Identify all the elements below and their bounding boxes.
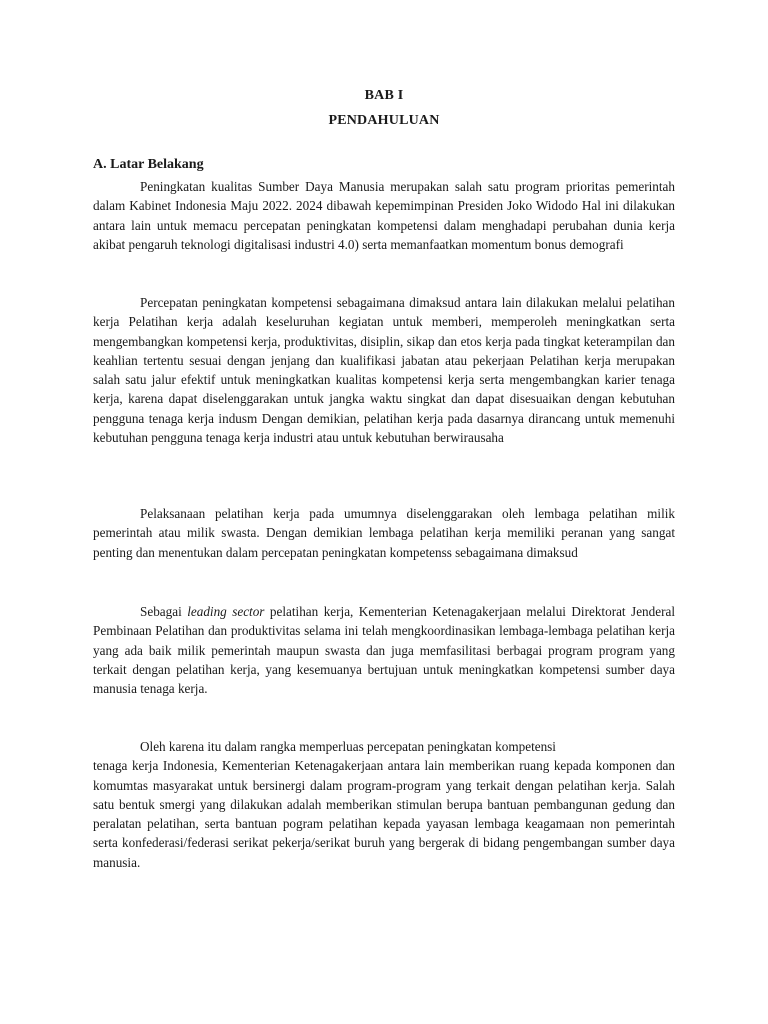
paragraph-1 bbox=[93, 177, 675, 254]
paragraph-4-lead: Sebagai bbox=[140, 604, 188, 619]
chapter-title: PENDAHULUAN bbox=[328, 113, 440, 128]
paragraph-5 bbox=[93, 737, 675, 872]
paragraph-4-text: pelatihan kerja, Kementerian Ketenagakerjaan melalui Direktorat Jenderal Pembinaan Pelatihan dan produktivitas selama ini telah mengkoordinasikan lembaga-lembaga pelatihan kerja yang ada baik milik pemerintah maupun swasta dan juga memfasilitasi berbagai program program yang terkait dengan pelatihan kerja, yang kesemuanya bertujuan untuk meningkatkan kompetensi sumber daya manusia tenaga kerja. bbox=[93, 604, 675, 697]
paragraph-5-first-line bbox=[93, 737, 675, 756]
paragraph-4 bbox=[93, 602, 675, 698]
paragraph-4-italic-term: leading sector bbox=[187, 604, 265, 619]
paragraph-2 bbox=[93, 293, 675, 447]
chapter-number: BAB I bbox=[364, 88, 404, 103]
paragraph-3 bbox=[93, 504, 675, 562]
paragraph-1-text: Peningkatan kualitas Sumber Daya Manusia merupakan salah satu program prioritas pemerintah dalam Kabinet Indonesia Maju 2022. 2024 dibawah kepemimpinan Presiden Joko Widodo Hal ini dilakukan antara lain untuk memacu percepatan peningkatan kompetensi dalam menghadapi perubahan dunia kerja akibat pengaruh teknologi digitalisasi industri 4.0) serta memanfaatkan momentum bonus demografi bbox=[93, 179, 675, 252]
paragraph-2-text: Percepatan peningkatan kompetensi sebagaimana dimaksud antara lain dilakukan melalui pelatihan kerja Pelatihan kerja adalah keseluruhan kegiatan untuk memberi, memperoleh meningkatkan serta mengembangkan kompetensi kerja, produktivitas, disiplin, sikap dan etos kerja pada tingkat keterampilan dan keahlian tertentu sesuai dengan jenjang dan kualifikasi jabatan atau pekerjaan Pelatihan kerja merupakan salah satu jalur efektif untuk meningkatkan kualitas kompetensi kerja serta mengembangkan karier tenaga kerja, karena dapat diselenggarakan untuk jangka waktu singkat dan dapat disesuaikan dengan kebutuhan pengguna tenaga kerja indusm Dengan demikian, pelatihan kerja pada dasarnya dirancang untuk memenuhi kebutuhan pengguna tenaga kerja industri atau untuk kebutuhan berwirausaha bbox=[93, 295, 675, 446]
paragraph-5-text: tenaga kerja Indonesia, Kementerian Ketenagakerjaan antara lain memberikan ruang kepada komponen dan komumtas masyarakat untuk bersinergi dalam program-program yang terkait dengan pelatihan kerja. Salah satu bentuk smergi yang dilakukan adalah memberikan stimulan berupa bantuan pembangunan gedung dan peralatan pelatihan, serta bantuan pogram pelatihan kepada yayasan lembaga keagamaan non pemerintah serta konfederasi/federasi serikat pekerja/serikat buruh yang bergerak di bidang pengembangan sumber daya manusia. bbox=[93, 758, 675, 870]
paragraph-3-text: Pelaksanaan pelatihan kerja pada umumnya diselenggarakan oleh lembaga pelatihan milik pemerintah atau milik swasta. Dengan demikian lembaga pelatihan kerja memiliki peranan yang sangat penting dan menentukan dalam percepatan peningkatan kompetenss sebagaimana dimaksud bbox=[93, 506, 675, 560]
paragraph-5-first-text: Oleh karena itu dalam rangka memperluas percepatan peningkatan kompetensi bbox=[140, 739, 556, 754]
section-title: A. Latar Belakang bbox=[93, 157, 204, 172]
